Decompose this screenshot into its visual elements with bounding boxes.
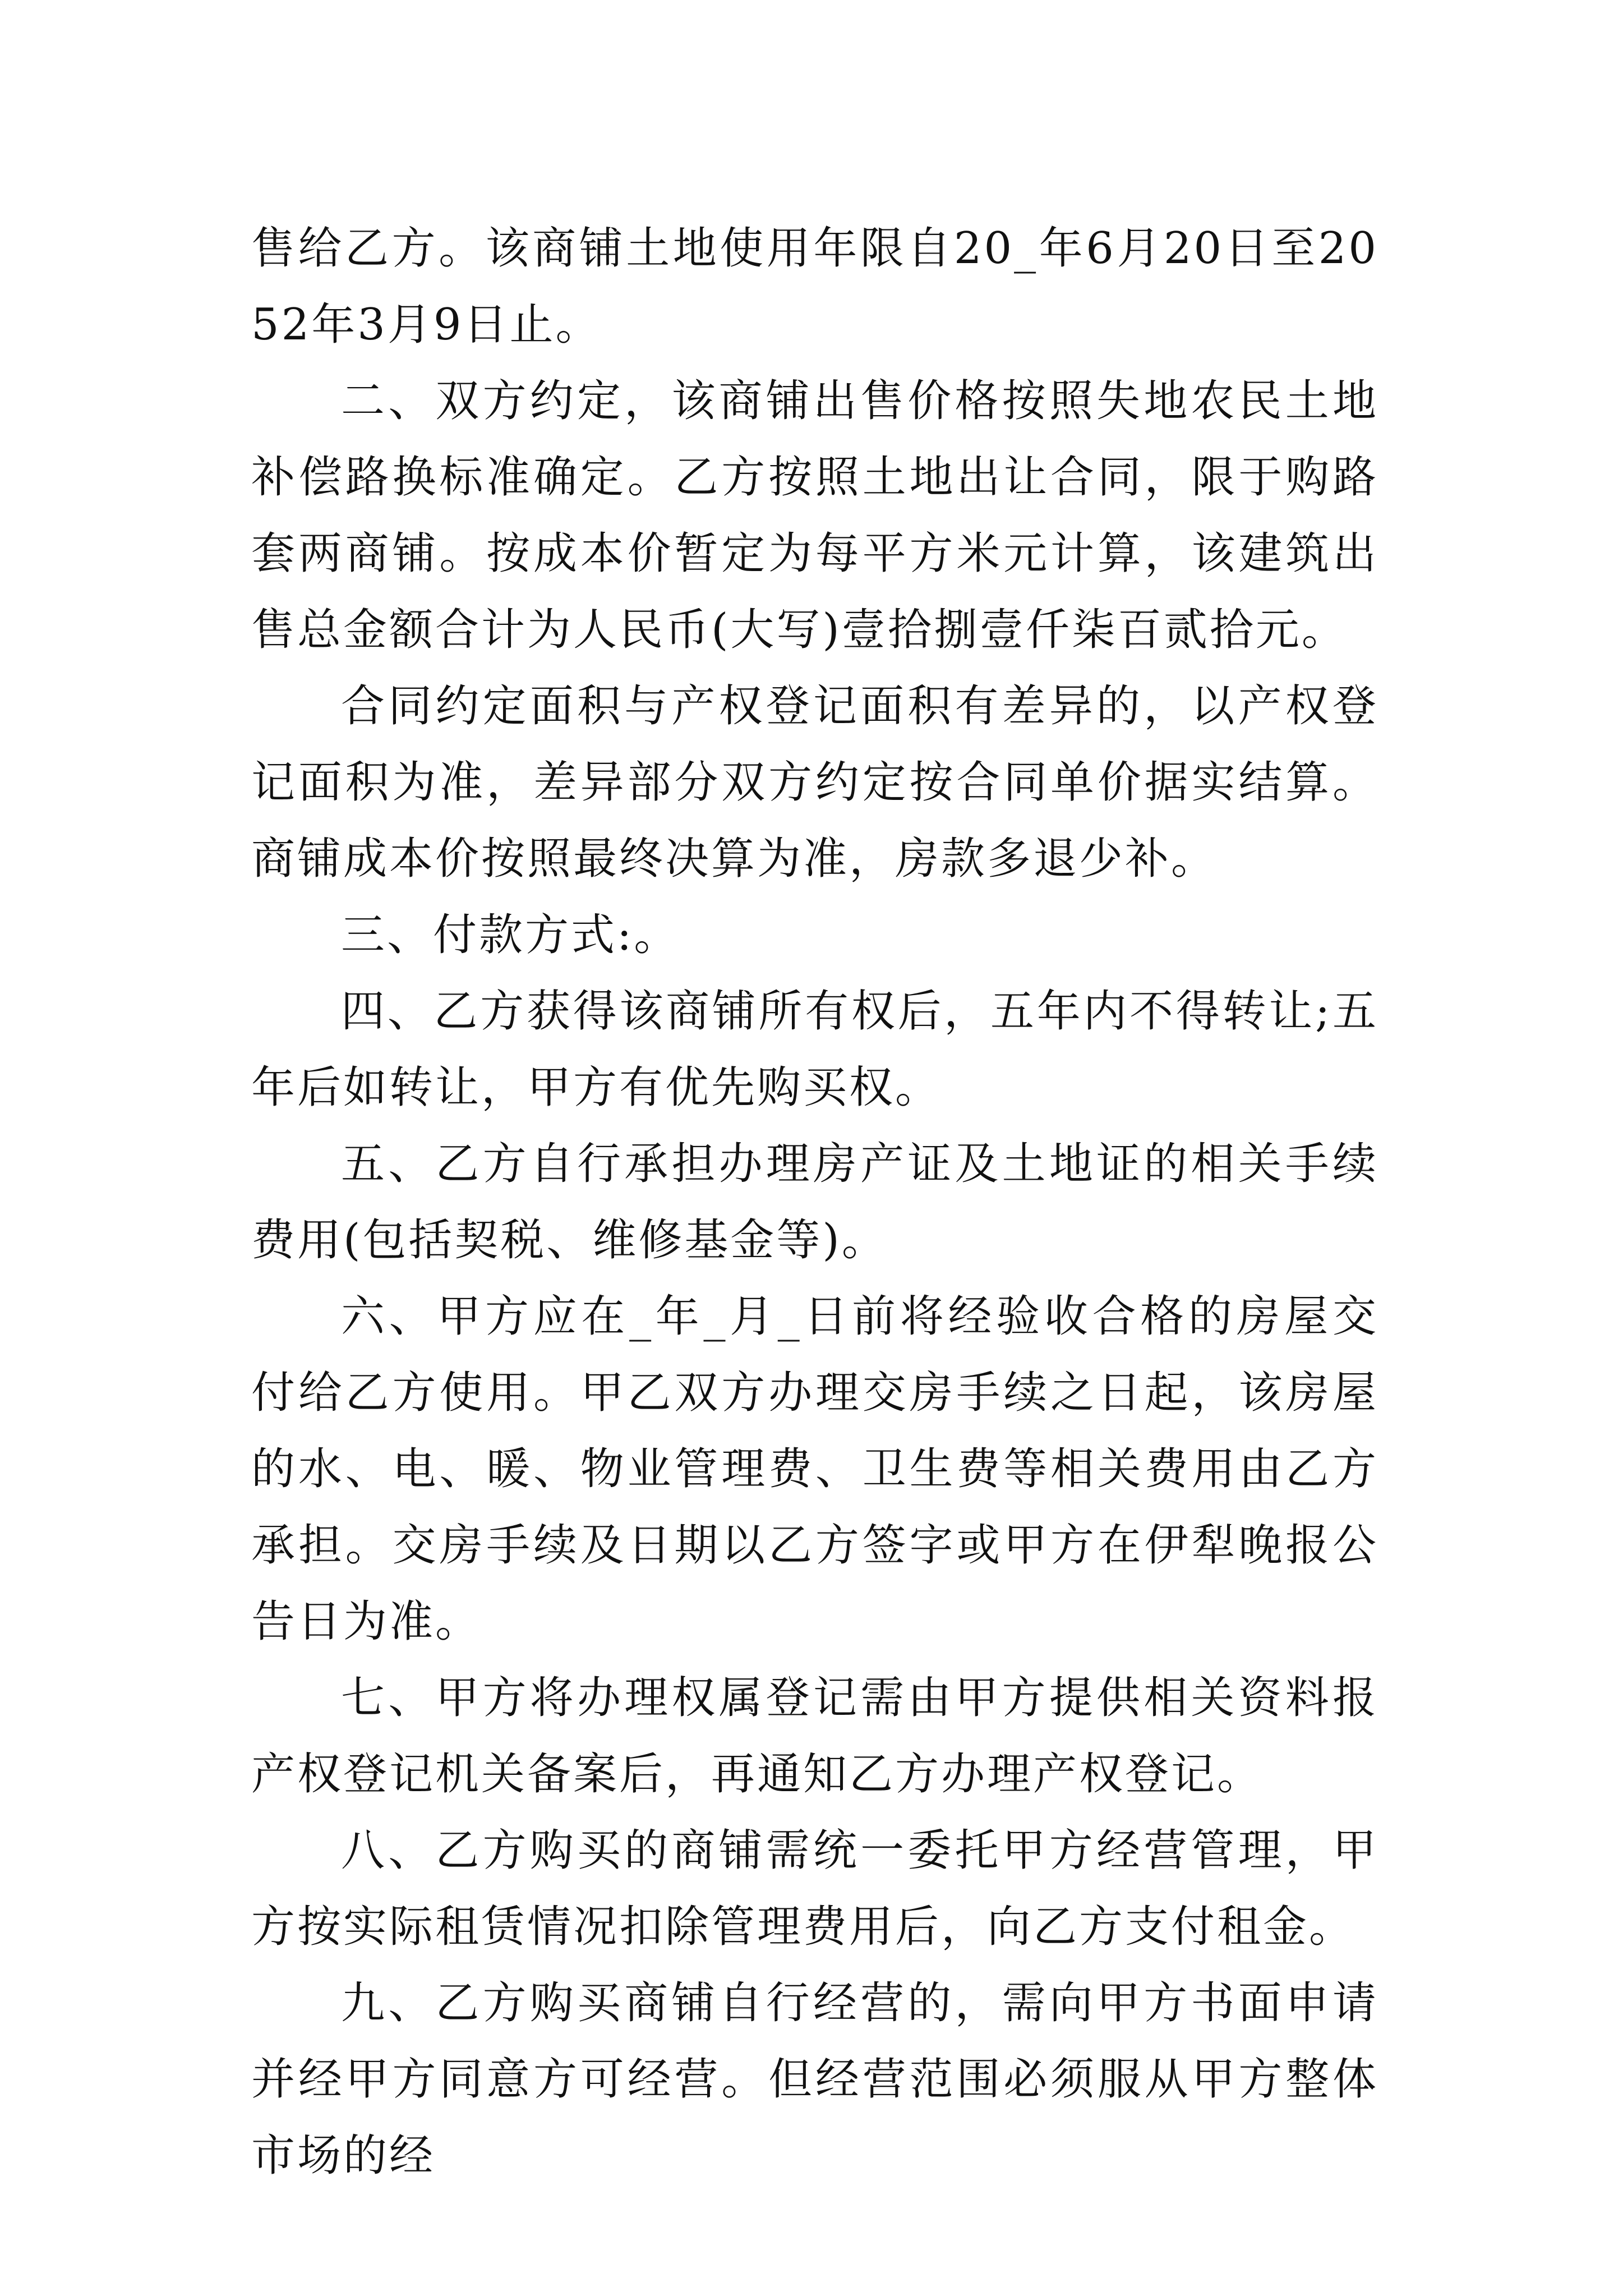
paragraph-area-difference: 合同约定面积与产权登记面积有差异的，以产权登记面积为准，差异部分双方约定按合同单价据实结算。商铺成本价按照最终决算为准，房款多退少补。: [251, 681, 1378, 884]
paragraph-clause-2-price: 二、双方约定，该商铺出售价格按照失地农民土地补偿路换标准确定。乙方按照土地出让合同，限于购路套两商铺。按成本价暂定为每平方米元计算，该建筑出售总金额合计为人民币(大写)壹拾捌壹仟柒百贰拾元。: [251, 376, 1378, 655]
paragraph-clause-7-registration: 七、甲方将办理权属登记需由甲方提供相关资料报产权登记机关备案后，再通知乙方办理产权登记。: [251, 1673, 1378, 1800]
paragraph-clause-6-delivery: 六、甲方应在_年_月_日前将经验收合格的房屋交付给乙方使用。甲乙双方办理交房手续之日起，该房屋的水、电、暖、物业管理费、卫生费等相关费用由乙方承担。交房手续及日期以乙方签字或甲方在伊犁晚报公告日为准。: [251, 1291, 1378, 1647]
paragraph-clause-8-management: 八、乙方购买的商铺需统一委托甲方经营管理，甲方按实际租赁情况扣除管理费用后，向乙方支付租金。: [251, 1825, 1378, 1952]
paragraph-land-term: 售给乙方。该商铺土地使用年限自20_年6月20日至2052年3月9日止。: [251, 223, 1378, 350]
paragraph-clause-9-self-operation: 九、乙方购买商铺自行经营的，需向甲方书面申请并经甲方同意方可经营。但经营范围必须服从甲方整体市场的经: [251, 1978, 1378, 2181]
paragraph-clause-5-fees: 五、乙方自行承担办理房产证及土地证的相关手续费用(包括契税、维修基金等)。: [251, 1139, 1378, 1266]
paragraph-clause-3-payment: 三、付款方式:。: [341, 910, 680, 960]
paragraph-clause-4-transfer: 四、乙方获得该商铺所有权后，五年内不得转让;五年后如转让，甲方有优先购买权。: [251, 986, 1378, 1113]
document-body: [251, 210, 1378, 2194]
